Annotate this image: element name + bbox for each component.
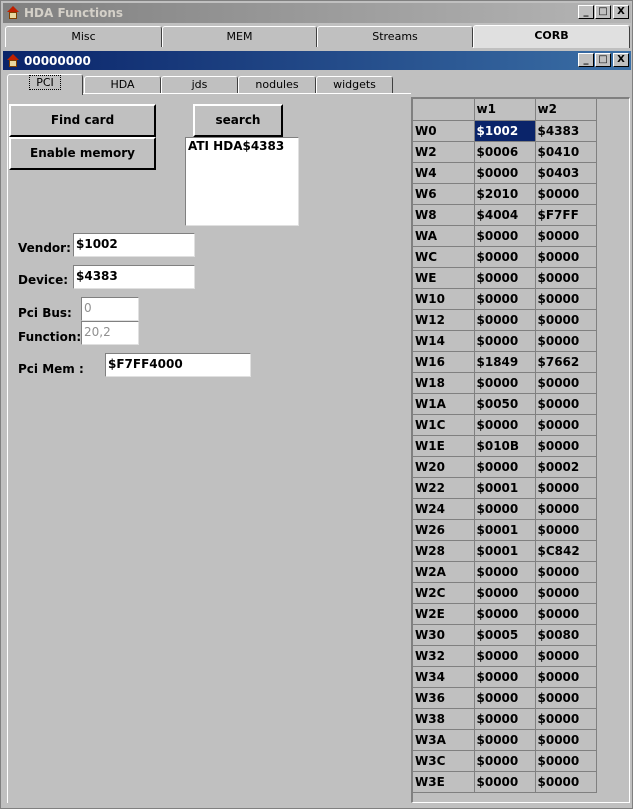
table-row[interactable] [413, 141, 596, 162]
table-row[interactable] [413, 435, 596, 456]
device-field[interactable]: $4383 [73, 265, 195, 289]
tab-hda[interactable]: HDA [84, 76, 161, 94]
w2-cell[interactable]: $0080 [535, 624, 596, 645]
w2-cell[interactable]: $0000 [535, 288, 596, 309]
w1-cell[interactable]: $0000 [474, 603, 535, 624]
w2-cell[interactable]: $0000 [535, 666, 596, 687]
tab-corb[interactable]: CORB [473, 25, 630, 48]
w2-cell[interactable]: $F7FF [535, 204, 596, 225]
w2-cell[interactable]: $0000 [535, 414, 596, 435]
w1-cell[interactable]: $4004 [474, 204, 535, 225]
row-header-cell: W2E [413, 603, 474, 624]
tab-pci[interactable] [7, 74, 83, 95]
w2-cell[interactable]: $0000 [535, 687, 596, 708]
table-row[interactable] [413, 351, 596, 372]
table-row[interactable] [413, 267, 596, 288]
row-header-cell: W12 [413, 309, 474, 330]
search-results-list[interactable]: ATI HDA$4383 [185, 137, 299, 226]
w1-cell[interactable]: $0000 [474, 309, 535, 330]
table-row[interactable] [413, 162, 596, 183]
row-header-cell: W30 [413, 624, 474, 645]
row-header-cell: WE [413, 267, 474, 288]
w2-cell[interactable]: $0000 [535, 582, 596, 603]
grid-header-w1[interactable]: w1 [474, 99, 535, 120]
table-row[interactable] [413, 603, 596, 624]
row-header-cell: W16 [413, 351, 474, 372]
table-row[interactable] [413, 624, 596, 645]
table-row[interactable] [413, 120, 596, 141]
function-label: Function: [18, 330, 82, 344]
pci-bus-field[interactable]: 0 [81, 297, 139, 321]
table-row[interactable] [413, 204, 596, 225]
row-header-cell: WC [413, 246, 474, 267]
row-header-cell: W26 [413, 519, 474, 540]
app-minimize-button[interactable]: _ [578, 5, 594, 19]
row-header-cell: W3C [413, 750, 474, 771]
table-row[interactable] [413, 288, 596, 309]
row-header-cell: W22 [413, 477, 474, 498]
w1-cell[interactable]: $0000 [474, 750, 535, 771]
w2-cell[interactable]: $0000 [535, 267, 596, 288]
w1-cell[interactable]: $0001 [474, 519, 535, 540]
tab-nodules[interactable]: nodules [238, 76, 316, 94]
app-maximize-button[interactable]: □ [595, 5, 611, 19]
table-row[interactable] [413, 309, 596, 330]
table-row[interactable] [413, 666, 596, 687]
mdi-house-icon [6, 54, 20, 68]
table-row[interactable] [413, 225, 596, 246]
search-button[interactable]: search [193, 104, 283, 137]
app-house-icon [6, 6, 20, 20]
row-header-cell: W8 [413, 204, 474, 225]
row-header-cell: W2A [413, 561, 474, 582]
table-row[interactable] [413, 498, 596, 519]
w2-cell[interactable]: $0000 [535, 645, 596, 666]
w1-cell[interactable]: $0000 [474, 372, 535, 393]
w2-cell[interactable]: $0000 [535, 435, 596, 456]
function-field[interactable]: 20,2 [81, 321, 139, 345]
table-row[interactable] [413, 750, 596, 771]
w1-cell[interactable]: $0000 [474, 561, 535, 582]
w2-cell[interactable]: $7662 [535, 351, 596, 372]
mdi-close-button[interactable]: X [613, 53, 629, 67]
tab-misc[interactable]: Misc [5, 26, 162, 47]
row-header-cell: W10 [413, 288, 474, 309]
w2-cell[interactable]: $0000 [535, 519, 596, 540]
w1-cell[interactable]: $0000 [474, 582, 535, 603]
w1-cell[interactable]: $0000 [474, 708, 535, 729]
w1-cell[interactable]: $0000 [474, 288, 535, 309]
register-grid[interactable] [411, 97, 630, 803]
grid-body [413, 120, 596, 792]
w1-cell[interactable]: $0000 [474, 246, 535, 267]
tab-pci-label: PCI [29, 75, 61, 90]
w2-cell[interactable]: $0000 [535, 603, 596, 624]
mdi-title-bar[interactable] [3, 51, 631, 70]
w1-cell[interactable]: $010B [474, 435, 535, 456]
device-label: Device: [18, 273, 69, 287]
table-row[interactable] [413, 582, 596, 603]
w2-cell[interactable]: $0000 [535, 246, 596, 267]
row-header-cell: W3E [413, 771, 474, 792]
w1-cell[interactable]: $0001 [474, 540, 535, 561]
grid-header-row [413, 99, 596, 120]
pci-bus-label: Pci Bus: [18, 306, 72, 320]
w1-cell[interactable]: $1002 [474, 120, 535, 141]
row-header-cell: W1A [413, 393, 474, 414]
tab-jds[interactable]: jds [161, 76, 238, 94]
w1-cell[interactable]: $0001 [474, 477, 535, 498]
table-row[interactable] [413, 729, 596, 750]
w2-cell[interactable]: $0000 [535, 771, 596, 792]
w2-cell[interactable]: $0000 [535, 708, 596, 729]
w2-cell[interactable]: $0000 [535, 372, 596, 393]
row-header-cell: W24 [413, 498, 474, 519]
mdi-minimize-button[interactable]: _ [578, 53, 594, 67]
table-row[interactable] [413, 519, 596, 540]
w1-cell[interactable]: $0000 [474, 645, 535, 666]
w2-cell[interactable]: $C842 [535, 540, 596, 561]
mdi-maximize-button[interactable]: □ [595, 53, 611, 67]
row-header-cell: W38 [413, 708, 474, 729]
app-close-button[interactable]: X [613, 5, 629, 19]
w2-cell[interactable]: $0000 [535, 477, 596, 498]
table-row[interactable] [413, 708, 596, 729]
w2-cell[interactable]: $0403 [535, 162, 596, 183]
row-header-cell: W36 [413, 687, 474, 708]
pci-mem-label: Pci Mem : [18, 362, 84, 376]
w1-cell[interactable]: $0000 [474, 729, 535, 750]
table-row[interactable] [413, 477, 596, 498]
table-row[interactable] [413, 393, 596, 414]
row-header-cell: W1C [413, 414, 474, 435]
w2-cell[interactable]: $0000 [535, 750, 596, 771]
row-header-cell: W3A [413, 729, 474, 750]
vendor-label: Vendor: [18, 241, 71, 255]
w1-cell[interactable]: $0000 [474, 330, 535, 351]
w1-cell[interactable]: $0000 [474, 225, 535, 246]
tab-mem[interactable]: MEM [162, 26, 317, 47]
w2-cell[interactable]: $0000 [535, 561, 596, 582]
top-tab-strip [5, 26, 630, 48]
find-card-button[interactable]: Find card [9, 104, 156, 137]
w2-cell[interactable]: $0000 [535, 183, 596, 204]
table-row[interactable] [413, 771, 596, 792]
row-header-cell: WA [413, 225, 474, 246]
row-header-cell: W28 [413, 540, 474, 561]
w2-cell[interactable]: $0410 [535, 141, 596, 162]
w1-cell[interactable]: $0005 [474, 624, 535, 645]
mdi-title: 00000000 [24, 53, 91, 68]
w1-cell[interactable]: $1849 [474, 351, 535, 372]
row-header-cell: W1E [413, 435, 474, 456]
w2-cell[interactable]: $4383 [535, 120, 596, 141]
table-row[interactable] [413, 246, 596, 267]
row-header-cell: W20 [413, 456, 474, 477]
w2-cell[interactable]: $0000 [535, 330, 596, 351]
table-row[interactable] [413, 645, 596, 666]
row-header-cell: W2C [413, 582, 474, 603]
table-row[interactable] [413, 183, 596, 204]
w2-cell[interactable]: $0000 [535, 309, 596, 330]
pci-mem-field[interactable]: $F7FF4000 [105, 353, 251, 377]
app-title: HDA Functions [24, 6, 124, 20]
table-row[interactable] [413, 414, 596, 435]
w1-cell[interactable]: $0000 [474, 666, 535, 687]
row-header-cell: W6 [413, 183, 474, 204]
w1-cell[interactable]: $0000 [474, 162, 535, 183]
w2-cell[interactable]: $0000 [535, 393, 596, 414]
row-header-cell: W34 [413, 666, 474, 687]
table-row[interactable] [413, 330, 596, 351]
row-header-cell: W32 [413, 645, 474, 666]
w2-cell[interactable]: $0000 [535, 498, 596, 519]
w2-cell[interactable]: $0000 [535, 729, 596, 750]
tab-streams[interactable]: Streams [317, 26, 473, 47]
register-table [413, 99, 597, 793]
table-row[interactable] [413, 372, 596, 393]
table-row[interactable] [413, 561, 596, 582]
w1-cell[interactable]: $0000 [474, 267, 535, 288]
w1-cell[interactable]: $0000 [474, 687, 535, 708]
w1-cell[interactable]: $0000 [474, 456, 535, 477]
grid-header-w2[interactable]: w2 [535, 99, 596, 120]
row-header-cell: W4 [413, 162, 474, 183]
w1-cell[interactable]: $0006 [474, 141, 535, 162]
w1-cell[interactable]: $0050 [474, 393, 535, 414]
app-title-bar[interactable] [3, 3, 631, 23]
row-header-cell: W2 [413, 141, 474, 162]
enable-memory-button[interactable]: Enable memory [9, 137, 156, 170]
row-header-cell: W18 [413, 372, 474, 393]
w1-cell[interactable]: $0000 [474, 771, 535, 792]
w1-cell[interactable]: $2010 [474, 183, 535, 204]
table-row[interactable] [413, 456, 596, 477]
table-row[interactable] [413, 687, 596, 708]
w2-cell[interactable]: $0002 [535, 456, 596, 477]
tab-widgets[interactable]: widgets [316, 76, 393, 94]
row-header-cell: W14 [413, 330, 474, 351]
grid-corner-cell [413, 99, 474, 120]
vendor-field[interactable]: $1002 [73, 233, 195, 257]
w1-cell[interactable]: $0000 [474, 498, 535, 519]
w1-cell[interactable]: $0000 [474, 414, 535, 435]
inner-tab-strip [7, 74, 407, 94]
table-row[interactable] [413, 540, 596, 561]
w2-cell[interactable]: $0000 [535, 225, 596, 246]
row-header-cell: W0 [413, 120, 474, 141]
